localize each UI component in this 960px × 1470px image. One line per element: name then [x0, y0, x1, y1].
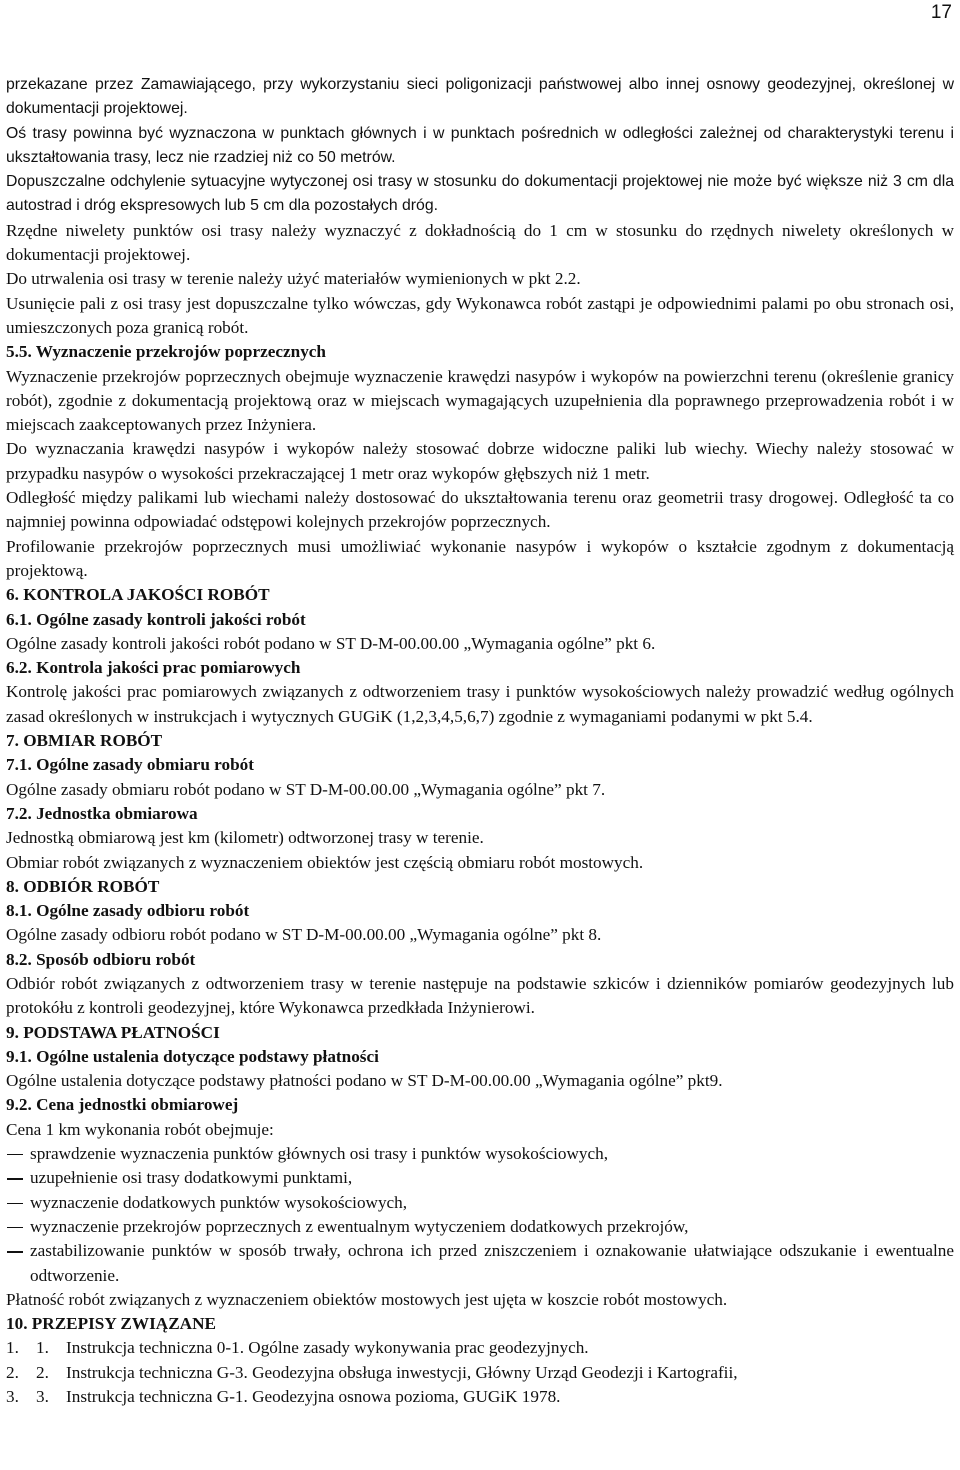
paragraph: Do wyznaczania krawędzi nasypów i wykopów należy stosować dobrze widoczne paliki lub wiechy. Wiechy należy stosować w przypadku nasypów o wysokości przekraczającej 1 metr oraz wykopów głębszych niż 1 metr. [6, 439, 954, 483]
chapter-heading: 6. KONTROLA JAKOŚCI ROBÓT [6, 585, 270, 605]
reference-subnumber: 2. [36, 1362, 49, 1382]
paragraph: Ogólne zasady kontroli jakości robót podano w ST D-M-00.00.00 „Wymagania ogólne” pkt 6. [6, 633, 656, 653]
section-heading: 8.1. Ogólne zasady odbioru robót [6, 901, 250, 921]
list-item-text: uzupełnienie osi trasy dodatkowymi punktami, [30, 1168, 353, 1188]
section-heading: 8.2. Sposób odbioru robót [6, 949, 196, 969]
chapter-heading: 9. PODSTAWA PŁATNOŚCI [6, 1022, 220, 1042]
paragraph: Wyznaczenie przekrojów poprzecznych obejmuje wyznaczenie krawędzi nasypów i wykopów na powierzchni terenu (określenie granicy robót), zgodnie z dokumentacją projektową oraz w miejscach wymagających uzupełnienia dla poprawnego przeprowadzenia robót i w miejscach zaakceptowanych przez Inżyniera. [6, 366, 954, 435]
paragraph: Płatność robót związanych z wyznaczeniem obiektów mostowych jest ujęta w koszcie robót mostowych. [6, 1289, 728, 1309]
reference-number: 1. [6, 1338, 19, 1358]
paragraph: Ogólne zasady odbioru robót podano w ST D-M-00.00.00 „Wymagania ogólne” pkt 8. [6, 925, 602, 945]
reference-subnumber: 1. [36, 1338, 49, 1358]
list-item-text: wyznaczenie przekrojów poprzecznych z ewentualnym wytyczeniem dodatkowych przekrojów, [30, 1216, 689, 1236]
chapter-heading: 7. OBMIAR ROBÓT [6, 731, 163, 751]
reference-item [6, 1361, 954, 1385]
page-content [6, 73, 954, 1409]
page-number: 17 [930, 2, 952, 23]
list-item-text: zastabilizowanie punktów w sposób trwały, ochrona ich przed zniszczeniem i oznakowanie ułatwiające odszukanie i ewentualne odtworzenie. [30, 1241, 954, 1285]
list-item [6, 1166, 954, 1190]
paragraph: Oś trasy powinna być wyznaczona w punktach głównych i w punktach pośrednich w odległości zależnej od charakterystyki terenu i ukształtowania trasy, lecz nie rzadziej niż co 50 metrów. [6, 124, 954, 166]
paragraph: Rzędne niwelety punktów osi trasy należy wyznaczyć z dokładnością do 1 cm w stosunku do rzędnych niwelety określonych w dokumentacji projektowej. [6, 220, 954, 265]
list-item [6, 1191, 954, 1215]
paragraph: przekazane przez Zamawiającego, przy wykorzystaniu sieci poligonizacji państwowej albo innej osnowy geodezyjnej, określonej w dokumentacji projektowej. [6, 76, 954, 118]
paragraph: Odbiór robót związanych z odtworzeniem trasy w terenie następuje na podstawie szkiców i dzienników pomiarów geodezyjnych lub protokółu z kontroli geodezyjnej, które Wykonawca przedkłada Inżynierowi. [6, 973, 954, 1018]
paragraph: Profilowanie przekrojów poprzecznych musi umożliwiać wykonanie nasypów i wykopów o kształcie zgodnym z dokumentacją projektową. [6, 536, 954, 580]
list-item [6, 1142, 954, 1166]
section-heading: 9.2. Cena jednostki obmiarowej [6, 1095, 239, 1115]
paragraph: Dopuszczalne odchylenie sytuacyjne wytyczonej osi trasy w stosunku do dokumentacji projektowej nie może być większe niż 3 cm dla autostrad i dróg ekspresowych lub 5 cm dla pozostałych dróg. [6, 173, 954, 215]
paragraph: Odległość między palikami lub wiechami należy dostosować do ukształtowania terenu oraz geometrii trasy drogowej. Odległość ta co najmniej powinna odpowiadać odstępowi kolejnych przekrojów poprzecznych. [6, 488, 954, 532]
paragraph: Obmiar robót związanych z wyznaczeniem obiektów jest częścią obmiaru robót mostowych. [6, 852, 644, 872]
reference-number: 3. [6, 1387, 19, 1407]
section-heading: 5.5. Wyznaczenie przekrojów poprzecznych [6, 342, 326, 362]
paragraph: Jednostką obmiarową jest km (kilometr) odtworzonej trasy w terenie. [6, 828, 484, 848]
reference-text: Instrukcja techniczna G-1. Geodezyjna osnowa pozioma, GUGiK 1978. [66, 1387, 561, 1407]
reference-item [6, 1336, 954, 1360]
list-item [6, 1215, 954, 1239]
list-item-text: sprawdzenie wyznaczenia punktów głównych osi trasy i punktów wysokościowych, [30, 1144, 609, 1164]
section-heading: 6.1. Ogólne zasady kontroli jakości robót [6, 609, 306, 629]
reference-number: 2. [6, 1362, 19, 1382]
section-heading: 6.2. Kontrola jakości prac pomiarowych [6, 658, 301, 678]
chapter-heading: 10. PRZEPISY ZWIĄZANE [6, 1314, 216, 1334]
paragraph: Ogólne zasady obmiaru robót podano w ST D-M-00.00.00 „Wymagania ogólne” pkt 7. [6, 779, 606, 799]
paragraph: Usunięcie pali z osi trasy jest dopuszczalne tylko wówczas, gdy Wykonawca robót zastąpi je odpowiednimi palami po obu stronach osi, umieszczonych poza granicą robót. [6, 293, 954, 337]
section-heading: 7.2. Jednostka obmiarowa [6, 803, 198, 823]
chapter-heading: 8. ODBIÓR ROBÓT [6, 876, 160, 896]
section-heading: 9.1. Ogólne ustalenia dotyczące podstawy płatności [6, 1046, 379, 1066]
reference-subnumber: 3. [36, 1387, 49, 1407]
list-item [6, 1239, 954, 1288]
list-item-text: wyznaczenie dodatkowych punktów wysokościowych, [30, 1192, 408, 1212]
paragraph: Do utrwalenia osi trasy w terenie należy użyć materiałów wymienionych w pkt 2.2. [6, 269, 581, 289]
paragraph: Ogólne ustalenia dotyczące podstawy płatności podano w ST D-M-00.00.00 „Wymagania ogólne” pkt9. [6, 1071, 723, 1091]
reference-text: Instrukcja techniczna 0-1. Ogólne zasady wykonywania prac geodezyjnych. [66, 1338, 589, 1358]
reference-item [6, 1385, 954, 1409]
dash-list [6, 1142, 954, 1288]
paragraph: Kontrolę jakości prac pomiarowych związanych z odtworzeniem trasy i punktów wysokościowych należy prowadzić według ogólnych zasad określonych w instrukcjach i wytycznych GUGiK (1,2,3,4,5,6,7) zgodnie z wymaganiami podanymi w pkt 5.4. [6, 682, 954, 726]
reference-text: Instrukcja techniczna G-3. Geodezyjna obsługa inwestycji, Główny Urząd Geodezji i Kartografii, [66, 1362, 738, 1382]
paragraph: Cena 1 km wykonania robót obejmuje: [6, 1119, 274, 1139]
references-list [6, 1336, 954, 1409]
section-heading: 7.1. Ogólne zasady obmiaru robót [6, 755, 254, 775]
